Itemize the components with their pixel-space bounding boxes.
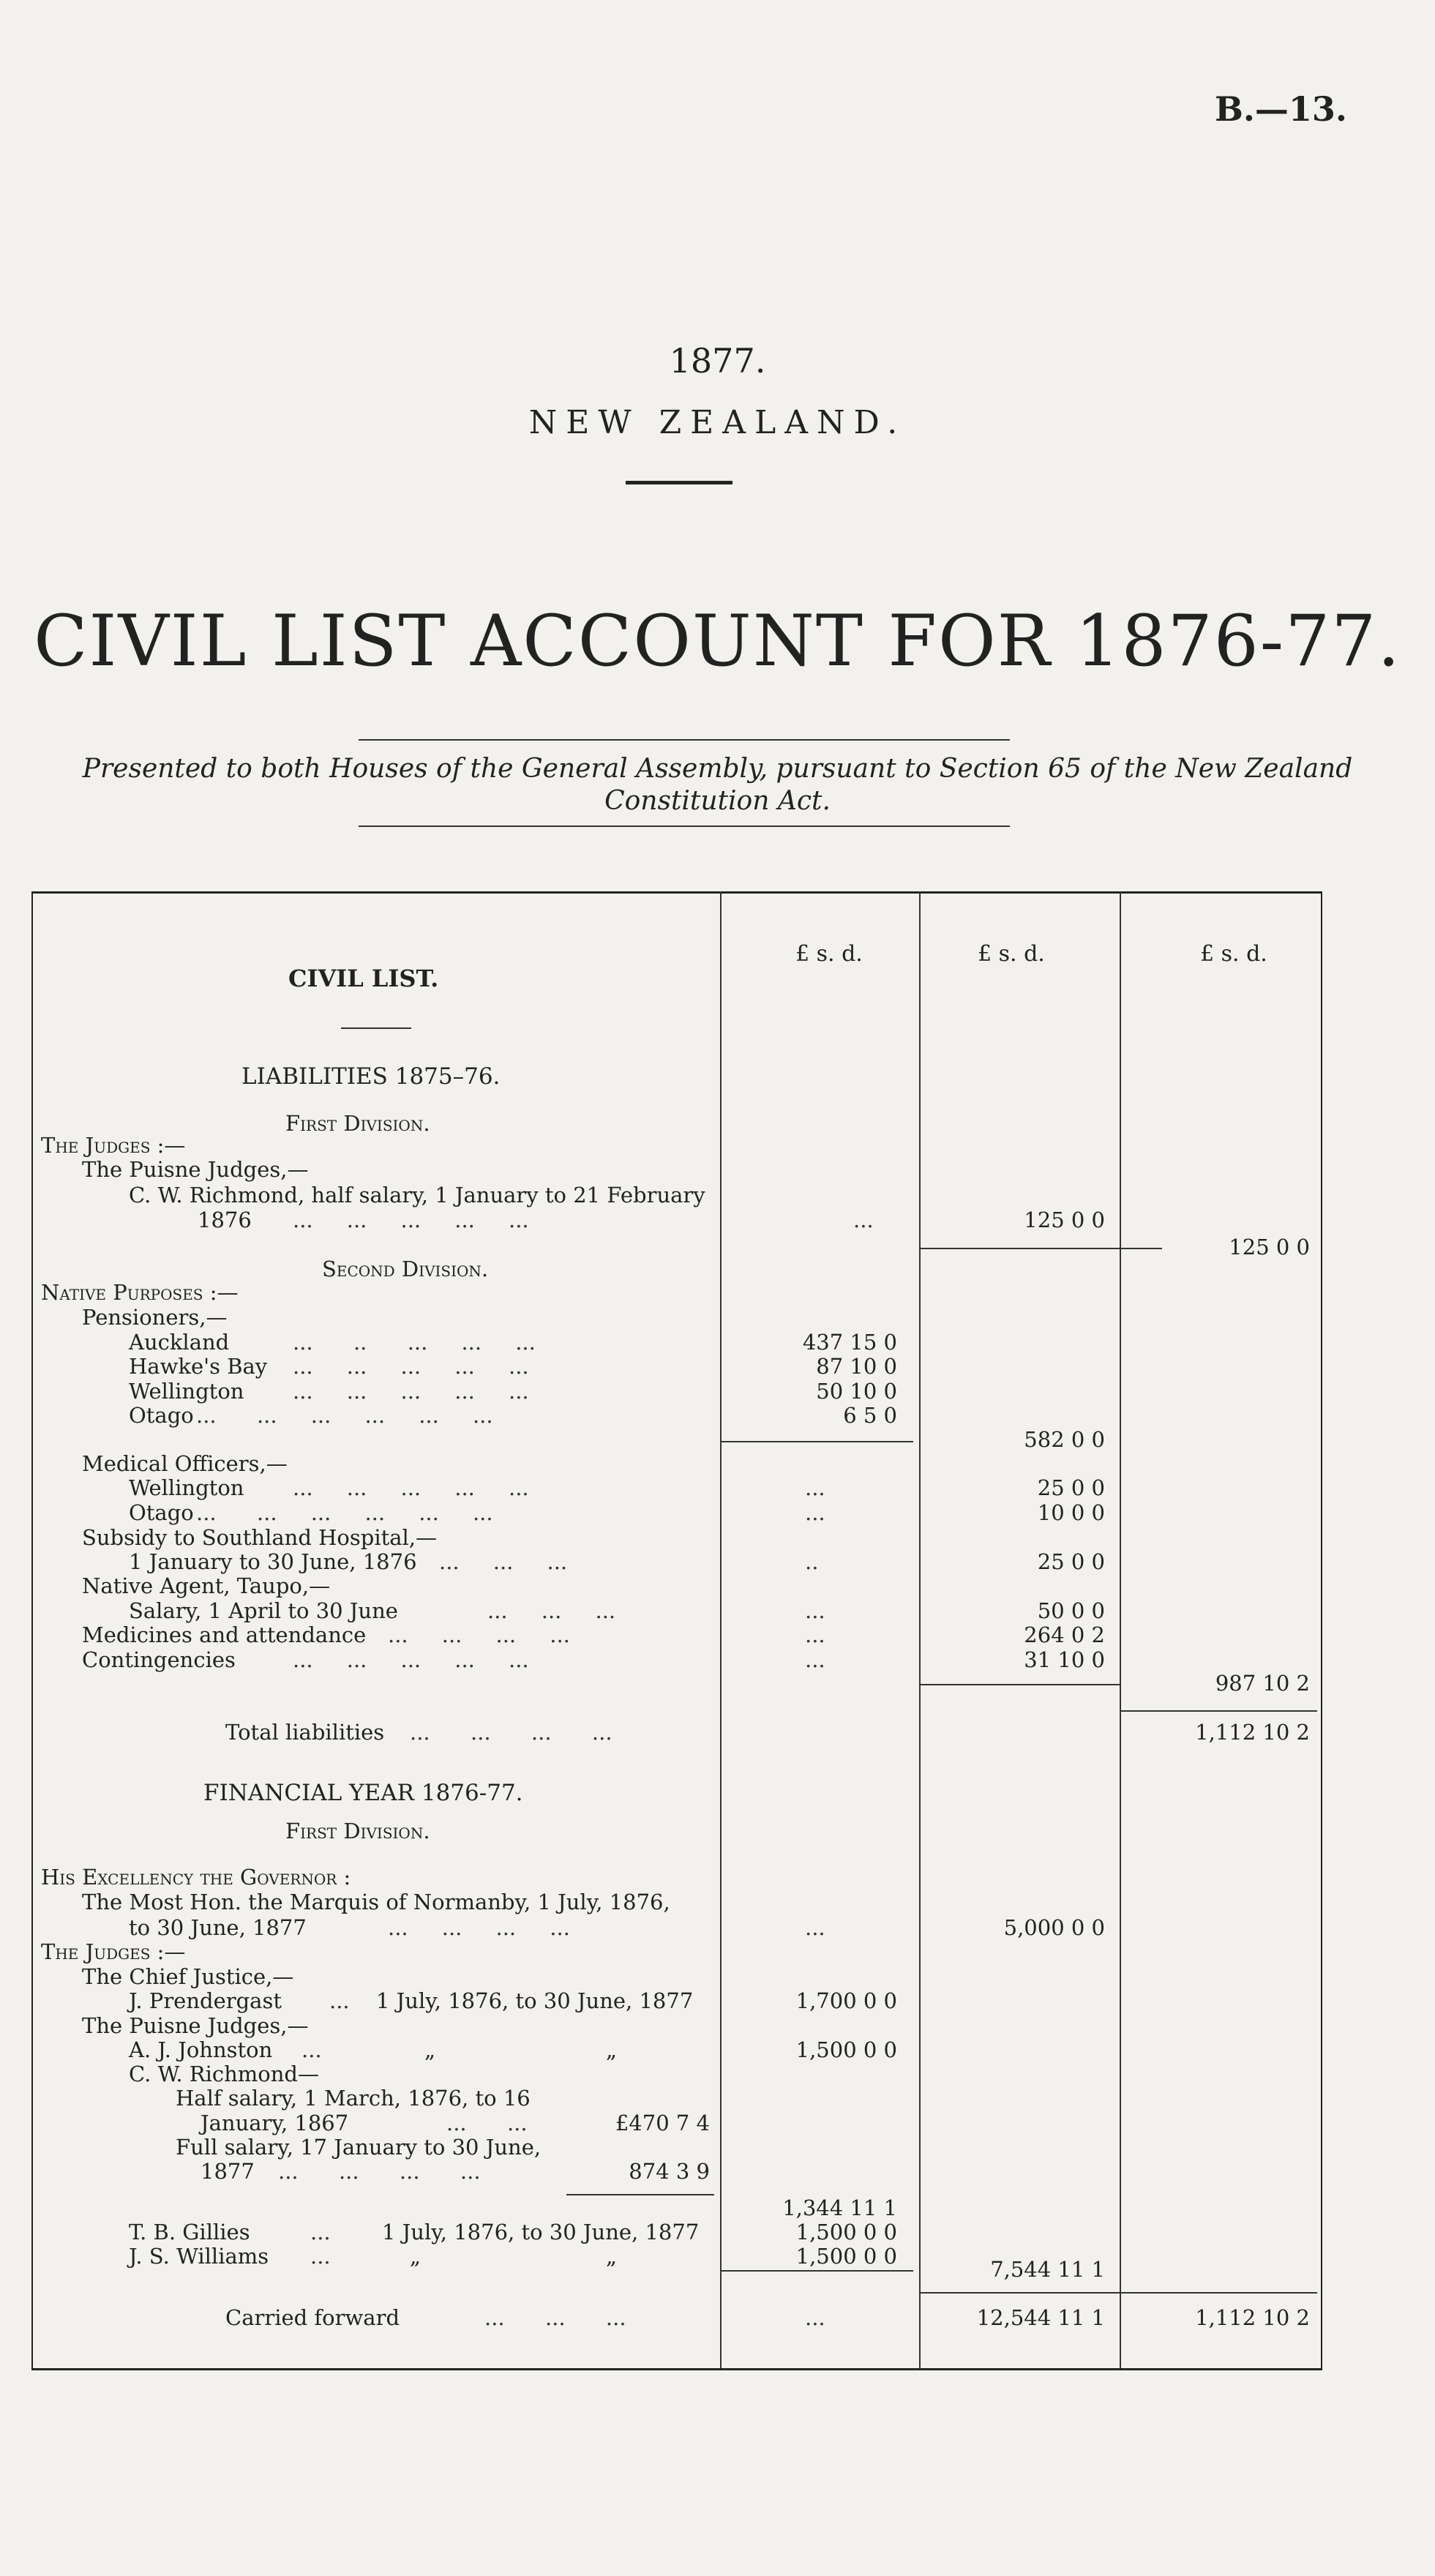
contingencies-label: Contingencies xyxy=(82,1647,236,1672)
prendergast-period: 1 July, 1876, to 30 June, 1877 xyxy=(376,1988,694,2013)
amount: 50 10 0 xyxy=(816,1379,897,1404)
leader-dots: ... ... ... ... ... xyxy=(293,1647,529,1672)
ditto-mark: „ xyxy=(410,2244,421,2269)
civil-list-heading: CIVIL LIST. xyxy=(288,965,439,992)
leader-dots: ... ... ... ... xyxy=(388,1915,570,1940)
leader-dots: ... xyxy=(805,1475,825,1500)
amount: 582 0 0 xyxy=(1024,1427,1105,1452)
second-division-heading: Second Division. xyxy=(322,1257,489,1281)
leader-dots: ... ... xyxy=(446,2111,528,2135)
column-divider xyxy=(720,891,722,2368)
leader-dots: ... ... ... xyxy=(487,1598,616,1623)
amount: 437 15 0 xyxy=(802,1330,897,1355)
amount: 6 5 0 xyxy=(843,1403,897,1428)
leader-dots: ... xyxy=(805,1500,825,1525)
subsidy-southland-label: Subsidy to Southland Hospital,— xyxy=(82,1525,438,1550)
williams-label: J. S. Williams xyxy=(129,2244,269,2269)
native-agent-taupo-label: Native Agent, Taupo,— xyxy=(82,1573,331,1598)
amount: 125 0 0 xyxy=(1024,1208,1105,1232)
chief-justice-label: The Chief Justice,— xyxy=(82,1964,294,1989)
amount: 1,500 0 0 xyxy=(795,2037,897,2062)
presentation-note-line-1: Presented to both Houses of the General Assembly, pursuant to Section 65 of the New Zealand xyxy=(82,754,1353,784)
leader-dots: ... xyxy=(310,2244,331,2269)
amount: 987 10 2 xyxy=(1215,1671,1310,1696)
amount: 7,544 11 1 xyxy=(990,2257,1105,2282)
amount: 125 0 0 xyxy=(1229,1235,1310,1259)
first-division-heading: First Division. xyxy=(285,1111,430,1136)
amount: 25 0 0 xyxy=(1037,1549,1105,1574)
carried-forward-label: Carried forward xyxy=(225,2305,400,2330)
amount: 1,344 11 1 xyxy=(782,2195,897,2220)
leader-dots: ... ... ... ... ... xyxy=(293,1379,529,1404)
total-liabilities-label: Total liabilities xyxy=(225,1720,385,1745)
leader-dots: ... ... ... ... xyxy=(388,1622,570,1647)
leader-dots: ... xyxy=(301,2037,322,2062)
column-header-2: £ s. d. xyxy=(978,941,1045,967)
column-header-3: £ s. d. xyxy=(1200,941,1267,967)
subtotal-rule xyxy=(722,1441,913,1442)
subtotal-rule xyxy=(566,2194,714,2195)
divider-rule xyxy=(359,739,1010,741)
gillies-label: T. B. Gillies xyxy=(129,2220,250,2244)
leader-dots: ... xyxy=(805,2305,825,2330)
normanby-line-1: The Most Hon. the Marquis of Normanby, 1 July, 1876, xyxy=(82,1890,670,1914)
column-header-1: £ s. d. xyxy=(795,941,863,967)
leader-dots: ... xyxy=(329,1988,350,2013)
amount: 10 0 0 xyxy=(1037,1500,1105,1525)
presentation-note-line-2: Constitution Act. xyxy=(604,786,831,816)
amount: 12,544 11 1 xyxy=(976,2305,1105,2330)
amount: 264 0 2 xyxy=(1024,1622,1105,1647)
divider-rule xyxy=(341,1027,411,1029)
richmond-half-salary-year: 1876 xyxy=(198,1208,252,1232)
subtotal-rule xyxy=(921,1684,1120,1685)
column-divider xyxy=(1120,891,1121,2368)
amount: £470 7 4 xyxy=(615,2111,710,2135)
pension-otago-label: Otago xyxy=(129,1403,194,1428)
subtotal-rule xyxy=(722,2270,913,2272)
judges-heading: The Judges :— xyxy=(41,1133,186,1158)
richmond-half-salary-label: C. W. Richmond, half salary, 1 January to 21 February xyxy=(129,1183,705,1208)
native-agent-salary-period: Salary, 1 April to 30 June xyxy=(129,1598,398,1623)
half-salary-line-2: January, 1867 xyxy=(201,2111,349,2135)
leader-dots: ... xyxy=(805,1915,825,1940)
amount: 87 10 0 xyxy=(816,1354,897,1379)
fy-judges-heading: The Judges :— xyxy=(41,1939,186,1964)
financial-year-heading: FINANCIAL YEAR 1876-77. xyxy=(203,1780,523,1806)
report-reference: B.—13. xyxy=(1215,89,1347,129)
medical-officers-label: Medical Officers,— xyxy=(82,1451,288,1476)
pensioners-label: Pensioners,— xyxy=(82,1305,228,1330)
ditto-mark: „ xyxy=(606,2037,618,2062)
amount: 1,112 10 2 xyxy=(1195,1720,1310,1745)
amount: 874 3 9 xyxy=(629,2159,710,2184)
leader-dots: ... .. ... ... ... xyxy=(293,1330,536,1355)
normanby-line-2: to 30 June, 1877 xyxy=(129,1915,307,1940)
amount: 25 0 0 xyxy=(1037,1475,1105,1500)
leader-dots: ... ... ... xyxy=(439,1549,568,1574)
liabilities-heading: LIABILITIES 1875–76. xyxy=(241,1063,501,1090)
pension-hawkes-bay-label: Hawke's Bay xyxy=(129,1354,268,1379)
puisne-judges-label: The Puisne Judges,— xyxy=(82,1157,309,1182)
leader-dots: ... ... ... ... ... ... xyxy=(196,1500,493,1525)
leader-dots: ... xyxy=(805,1622,825,1647)
richmond-label: C. W. Richmond— xyxy=(129,2062,319,2086)
subtotal-rule xyxy=(921,1248,1162,1249)
column-divider xyxy=(919,891,921,2368)
subtotal-rule xyxy=(921,2292,1317,2294)
leader-dots: ... xyxy=(805,1598,825,1623)
amount: 1,500 0 0 xyxy=(795,2244,897,2269)
medical-wellington-label: Wellington xyxy=(129,1475,244,1500)
divider-rule xyxy=(626,481,733,484)
amount: 1,112 10 2 xyxy=(1195,2305,1310,2330)
medicines-label: Medicines and attendance xyxy=(82,1622,367,1647)
pension-wellington-label: Wellington xyxy=(129,1379,244,1404)
pension-auckland-label: Auckland xyxy=(129,1330,230,1355)
leader-dots: ... xyxy=(853,1208,874,1232)
leader-dots: .. xyxy=(805,1549,819,1574)
medical-otago-label: Otago xyxy=(129,1500,194,1525)
prendergast-label: J. Prendergast xyxy=(129,1988,282,2013)
amount: 5,000 0 0 xyxy=(1003,1915,1105,1940)
amount: 50 0 0 xyxy=(1037,1598,1105,1623)
leader-dots: ... ... ... ... xyxy=(278,2159,481,2184)
leader-dots: ... ... ... ... ... xyxy=(293,1354,529,1379)
gillies-period: 1 July, 1876, to 30 June, 1877 xyxy=(382,2220,700,2244)
fy-first-division-heading: First Division. xyxy=(285,1819,430,1843)
year-heading: 1877. xyxy=(669,341,766,381)
native-purposes-heading: Native Purposes :— xyxy=(41,1280,239,1305)
leader-dots: ... ... ... xyxy=(484,2305,626,2330)
leader-dots: ... ... ... ... xyxy=(410,1720,612,1745)
half-salary-line-1: Half salary, 1 March, 1876, to 16 xyxy=(176,2086,531,2111)
country-heading: NEW ZEALAND. xyxy=(528,404,907,441)
amount: 1,700 0 0 xyxy=(795,1988,897,2013)
ditto-mark: „ xyxy=(424,2037,436,2062)
leader-dots: ... ... ... ... ... ... xyxy=(196,1403,493,1428)
divider-rule xyxy=(359,825,1010,827)
leader-dots: ... ... ... ... ... xyxy=(293,1208,529,1232)
subsidy-southland-period: 1 January to 30 June, 1876 xyxy=(129,1549,417,1574)
subtotal-rule xyxy=(1121,1710,1317,1712)
fy-puisne-judges-label: The Puisne Judges,— xyxy=(82,2013,309,2038)
leader-dots: ... xyxy=(310,2220,331,2244)
full-salary-line-2: 1877 xyxy=(201,2159,255,2184)
amount: 1,500 0 0 xyxy=(795,2220,897,2244)
leader-dots: ... ... ... ... ... xyxy=(293,1475,529,1500)
amount: 31 10 0 xyxy=(1024,1647,1105,1672)
johnston-label: A. J. Johnston xyxy=(129,2037,273,2062)
governor-heading: His Excellency the Governor : xyxy=(41,1865,351,1890)
ditto-mark: „ xyxy=(606,2244,618,2269)
leader-dots: ... xyxy=(805,1647,825,1672)
full-salary-line-1: Full salary, 17 January to 30 June, xyxy=(176,2135,542,2160)
page-title: CIVIL LIST ACCOUNT FOR 1876-77. xyxy=(34,600,1401,682)
